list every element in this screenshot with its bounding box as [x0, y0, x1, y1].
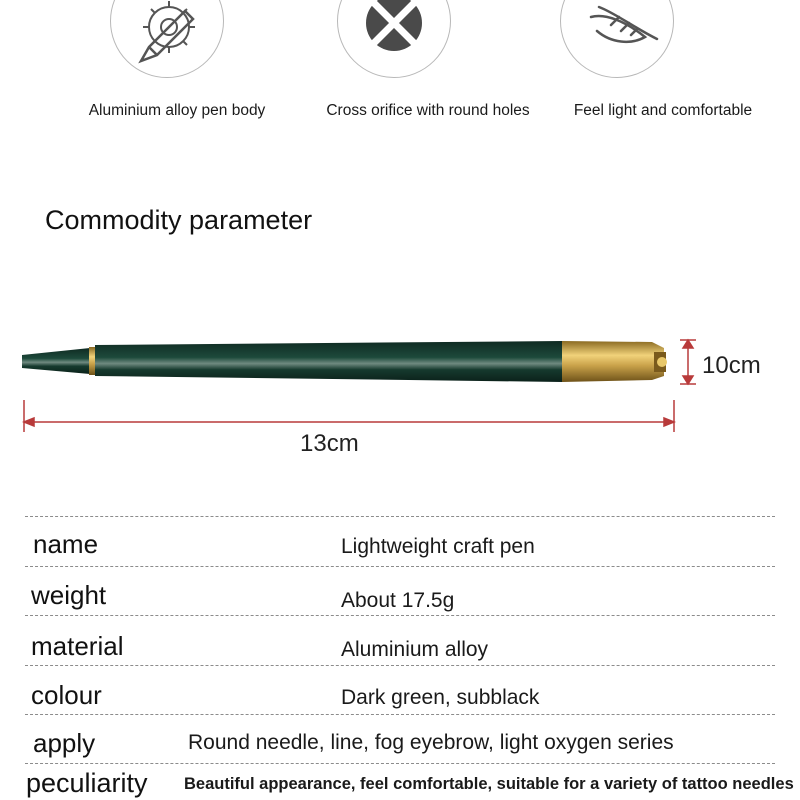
table-divider	[25, 665, 775, 666]
param-key-material: material	[31, 631, 124, 661]
cross-orifice-icon	[338, 0, 450, 77]
table-divider	[25, 714, 775, 715]
feature-label-feather: Feel light and comfortable	[573, 102, 753, 119]
table-divider	[25, 516, 775, 517]
pen-ring	[89, 347, 95, 375]
feature-label-cross-orifice: Cross orifice with round holes	[326, 102, 530, 119]
gear-pencil-icon	[111, 0, 223, 77]
feature-label-pen-body: Aluminium alloy pen body	[88, 102, 266, 119]
param-key-apply: apply	[33, 728, 96, 758]
param-value-weight: About 17.5g	[341, 589, 455, 612]
pen-tip	[22, 348, 90, 374]
feature-circle-cross-orifice	[337, 0, 451, 78]
height-dimension-label: 10cm	[702, 352, 761, 379]
param-key-peculiarity: peculiarity	[26, 768, 148, 798]
table-divider	[25, 615, 775, 616]
param-key-colour: colour	[31, 680, 102, 710]
feather-icon	[561, 0, 673, 77]
param-value-peculiarity: Beautiful appearance, feel comfortable, suitable for a variety of tattoo needles	[184, 775, 794, 793]
param-key-weight: weight	[31, 580, 107, 610]
table-divider	[25, 763, 775, 764]
param-value-material: Aluminium alloy	[341, 638, 489, 661]
pen-illustration	[0, 330, 800, 445]
param-value-colour: Dark green, subblack	[341, 686, 540, 709]
feature-circle-pen-body	[110, 0, 224, 78]
pen-body	[95, 341, 562, 382]
param-key-name: name	[33, 529, 99, 559]
length-dimension-label: 13cm	[300, 430, 359, 457]
table-divider	[25, 566, 775, 567]
param-value-apply: Round needle, line, fog eyebrow, light oxygen series	[188, 731, 674, 754]
param-value-name: Lightweight craft pen	[341, 535, 535, 558]
feature-circle-feather	[560, 0, 674, 78]
pen-gold-end	[562, 341, 664, 382]
section-title: Commodity parameter	[45, 205, 313, 235]
